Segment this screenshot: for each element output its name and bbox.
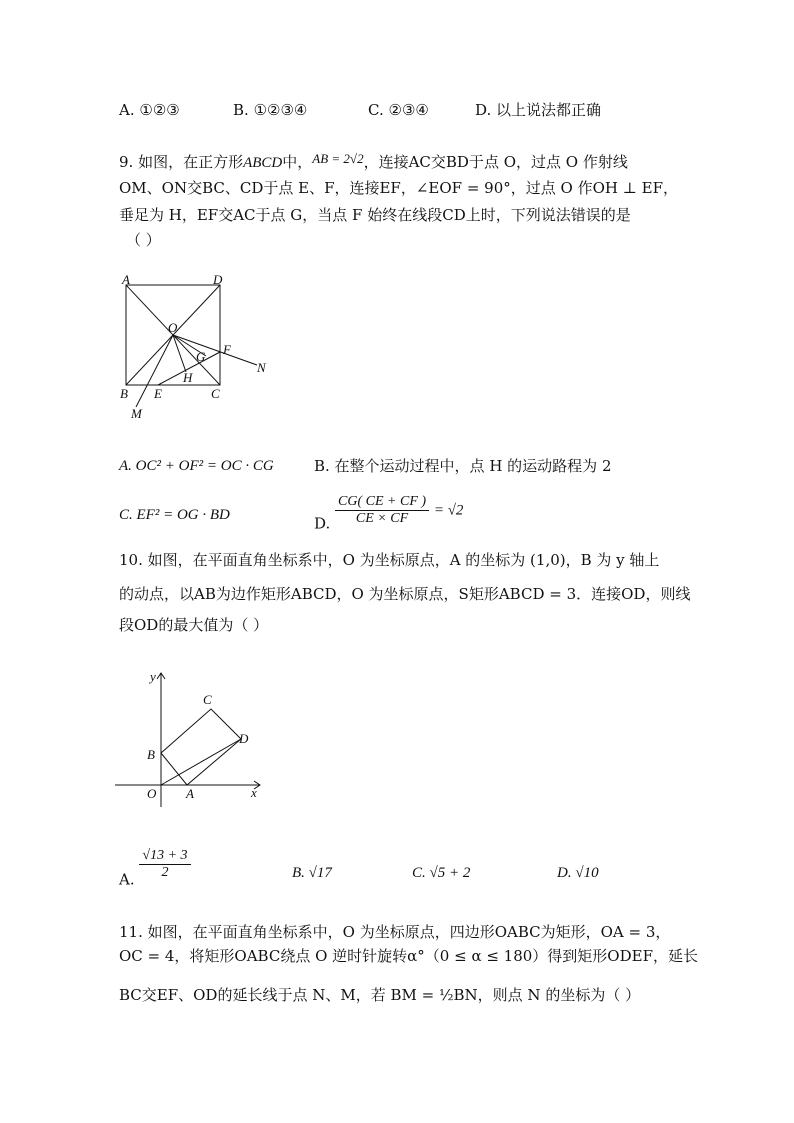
q10-option-b: B. √17 xyxy=(292,865,332,881)
q10-line-3: 段OD的最大值为（ ） xyxy=(119,616,269,634)
fraction-denominator: 2 xyxy=(161,865,169,880)
q9-line-1 xyxy=(119,148,628,174)
q11-line-3: BC交EF、OD的延长线于点 N、M，若 BM = ½BN，则点 N 的坐标为（ ） xyxy=(119,986,641,1004)
label-a: A xyxy=(186,786,194,801)
q9-option-d xyxy=(314,494,463,535)
q9-text: 9. 如图，在正方形 xyxy=(119,153,244,171)
fraction-numerator: √13 + 3 xyxy=(139,848,190,865)
label-y: y xyxy=(150,669,156,684)
option-text: ①②③④ xyxy=(253,101,308,119)
label-o: O xyxy=(168,320,178,335)
q9-text: 中， xyxy=(282,153,313,171)
label-n: N xyxy=(257,360,266,375)
q9-option-d-rhs: = √2 xyxy=(433,502,464,519)
label-o: O xyxy=(147,786,157,801)
q9-square-name: ABCD xyxy=(243,155,283,171)
q10-option-a-fraction xyxy=(139,848,190,881)
rectangle-abcd xyxy=(161,709,241,785)
q8-option-a xyxy=(119,99,180,121)
q9-line-2: OM、ON交BC、CD于点 E、F，连接EF，∠EOF = 90°，过点 O 作OH ⊥ EF， xyxy=(119,179,678,197)
q9-option-c: C. EF² = OG · BD xyxy=(119,507,230,523)
label-a: A xyxy=(122,274,130,287)
q8-option-c xyxy=(368,99,429,121)
q9-figure xyxy=(112,274,272,422)
q10-figure xyxy=(115,667,275,807)
q11-line-2: OC = 4，将矩形OABC绕点 O 逆时针旋转α°（0 ≤ α ≤ 180）得到矩形ODEF，延长 xyxy=(119,947,698,965)
label-e: E xyxy=(154,386,162,401)
fraction-numerator: CG( CE + CF ) xyxy=(335,494,429,511)
segment-oh xyxy=(173,335,186,372)
option-letter: A. xyxy=(119,870,135,889)
q9-option-a: A. OC² + OF² = OC · CG xyxy=(119,458,274,474)
option-letter: D. xyxy=(314,514,331,533)
q10-line-1: 10. 如图，在平面直角坐标系中，O 为坐标原点，A 的坐标为 (1,0)，B 为 y 轴上 xyxy=(119,551,660,569)
q10-line-2: 的动点，以AB为边作矩形ABCD，O 为坐标原点，S矩形ABCD = 3．连接OD，则线 xyxy=(119,585,691,603)
label-c: C xyxy=(203,692,212,707)
option-letter: C. xyxy=(368,101,384,119)
option-text: 以上说法都正确 xyxy=(496,101,602,119)
label-x: x xyxy=(251,785,257,800)
q10-option-c: C. √5 + 2 xyxy=(412,865,471,881)
label-g: G xyxy=(196,349,206,364)
label-c: C xyxy=(211,386,220,401)
q9-ab-equation: AB = 2√2 xyxy=(312,151,364,166)
q9-option-b: B. 在整个运动过程中，点 H 的运动路程为 2 xyxy=(314,457,612,475)
q8-option-b xyxy=(233,99,307,121)
q8-option-d xyxy=(475,99,601,121)
q10-option-d: D. √10 xyxy=(557,865,599,881)
q9-line-4: （ ） xyxy=(126,231,161,249)
option-letter: D. xyxy=(475,101,492,119)
q9-line-3: 垂足为 H，EF交AC于点 G，当点 F 始终在线段CD上时，下列说法错误的是 xyxy=(119,206,631,224)
fraction-denominator: CE × CF xyxy=(355,511,409,526)
q9-option-d-fraction xyxy=(335,494,429,527)
label-m: M xyxy=(131,406,142,421)
label-h: H xyxy=(183,370,193,385)
q9-text: ，连接AC交BD于点 O，过点 O 作射线 xyxy=(363,153,628,171)
q10-option-a xyxy=(119,848,191,891)
option-text: ①②③ xyxy=(139,101,180,119)
option-text: ②③④ xyxy=(388,101,429,119)
label-d: D xyxy=(239,731,249,746)
ray-on xyxy=(173,335,257,365)
option-letter: A. xyxy=(119,101,135,119)
segment-od xyxy=(161,739,241,785)
q11-line-1: 11. 如图，在平面直角坐标系中，O 为坐标原点，四边形OABC为矩形，OA = 3， xyxy=(119,923,671,941)
label-b: B xyxy=(147,747,155,762)
label-b: B xyxy=(120,386,128,401)
label-d: D xyxy=(213,274,223,287)
option-letter: B. xyxy=(233,101,249,119)
label-f: F xyxy=(223,342,231,357)
